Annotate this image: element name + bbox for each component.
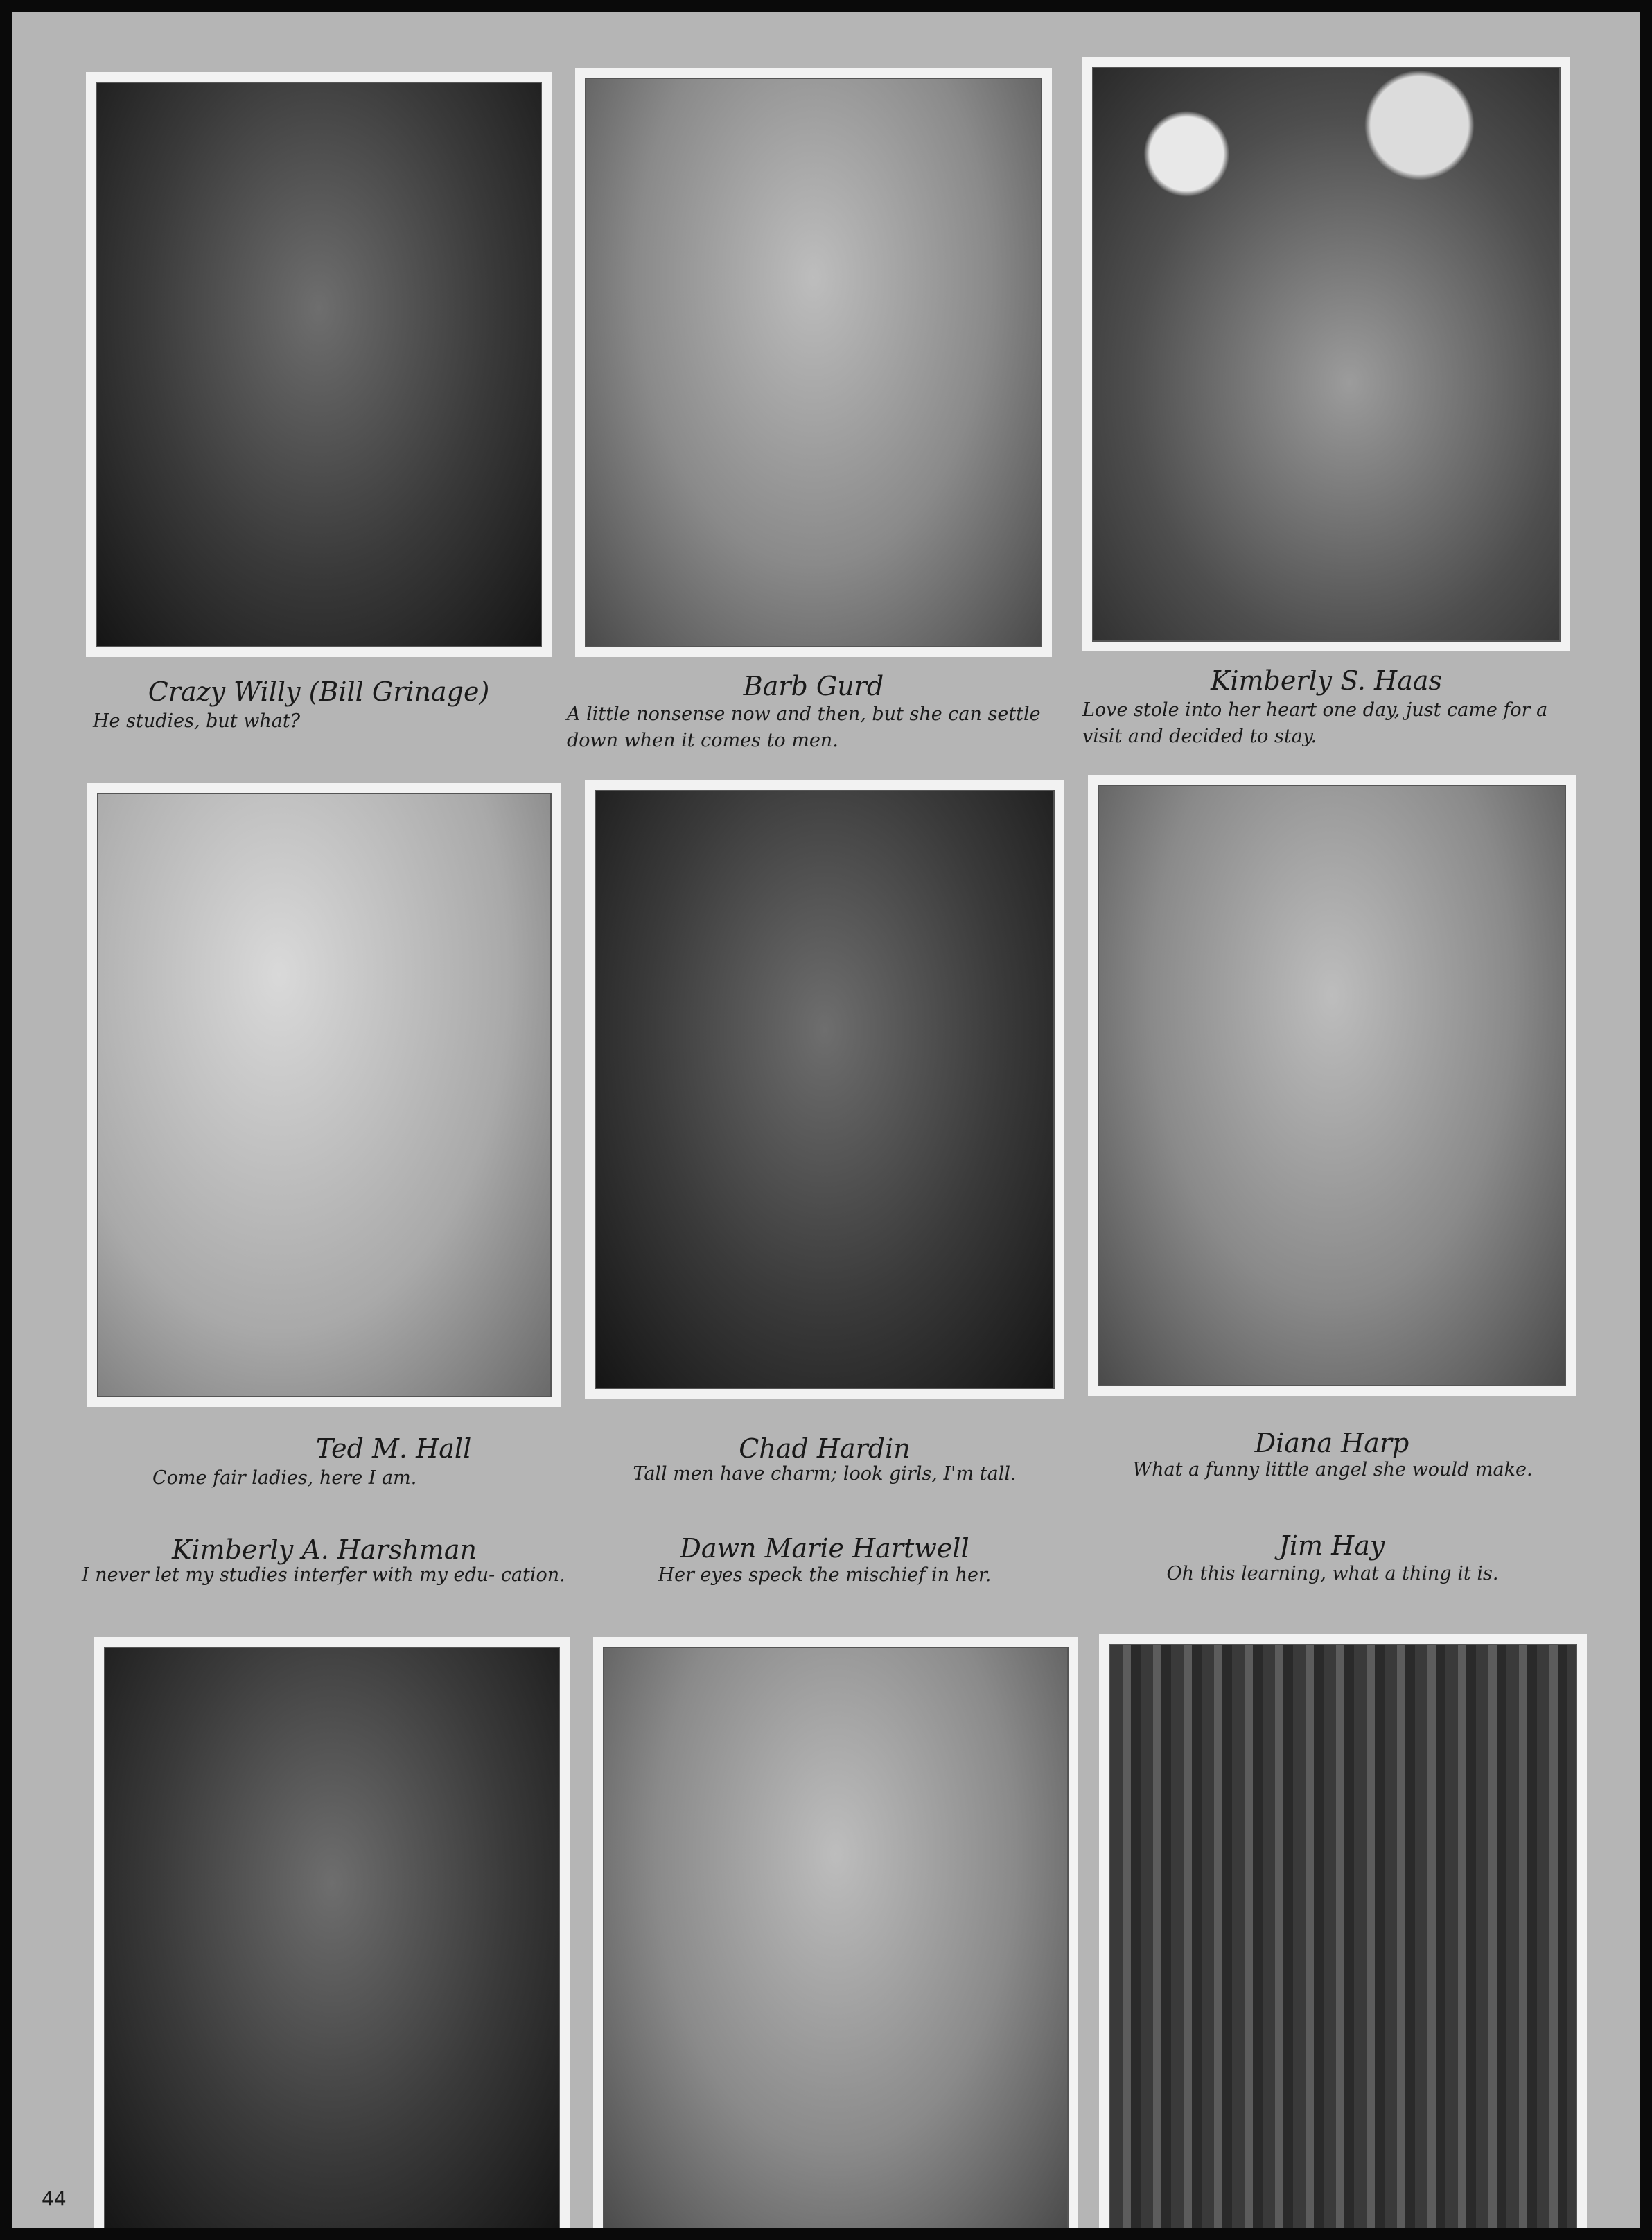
student-quote-8: Her eyes speck the mischief in her. (658, 1564, 992, 1586)
student-quote-2: A little nonsense now and then, but she can settle down when it comes to men. (567, 703, 1041, 751)
portrait-photo-2 (575, 68, 1052, 657)
portrait-image (104, 1647, 560, 2228)
student-quote-6: What a funny little angel she would make. (1132, 1459, 1533, 1480)
portrait-image (1092, 67, 1561, 642)
portrait-photo-9 (1099, 1634, 1587, 2228)
portrait-image (96, 82, 542, 647)
portrait-photo-8 (593, 1637, 1078, 2228)
student-name-9: Jim Hay (1278, 1530, 1385, 1561)
portrait-photo-7 (94, 1637, 570, 2228)
portrait-photo-6 (1088, 775, 1576, 1396)
yearbook-page (12, 12, 1640, 2228)
student-quote-7: I never let my studies interfer with my edu- cation. (82, 1564, 565, 1586)
student-name-8: Dawn Marie Hartwell (680, 1533, 969, 1564)
portrait-photo-4 (87, 783, 561, 1407)
portrait-image (1109, 1644, 1577, 2228)
student-quote-5: Tall men have charm; look girls, I'm tall. (633, 1463, 1017, 1485)
student-name-3: Kimberly S. Haas (1210, 665, 1443, 696)
student-quote-4: Come fair ladies, here I am. (152, 1467, 417, 1489)
student-quote-9: Oh this learning, what a thing it is. (1166, 1563, 1499, 1584)
student-name-5: Chad Hardin (739, 1433, 911, 1464)
portrait-image (97, 793, 552, 1397)
portrait-photo-3 (1082, 57, 1570, 651)
student-name-1: Crazy Willy (Bill Grinage) (148, 676, 490, 707)
page-number: 44 (42, 2187, 67, 2210)
student-quote-3: Love stole into her heart one day, just came for a visit and decided to stay. (1082, 699, 1548, 747)
portrait-image (585, 78, 1042, 647)
student-name-6: Diana Harp (1254, 1428, 1409, 1458)
portrait-image (603, 1647, 1069, 2228)
portrait-image (595, 790, 1055, 1389)
portrait-image (1098, 785, 1566, 1386)
student-name-2: Barb Gurd (743, 671, 884, 701)
portrait-photo-5 (585, 780, 1064, 1399)
student-quote-1: He studies, but what? (93, 710, 301, 732)
portrait-photo-1 (86, 72, 552, 657)
student-name-4: Ted M. Hall (315, 1433, 472, 1464)
student-name-7: Kimberly A. Harshman (172, 1534, 477, 1565)
